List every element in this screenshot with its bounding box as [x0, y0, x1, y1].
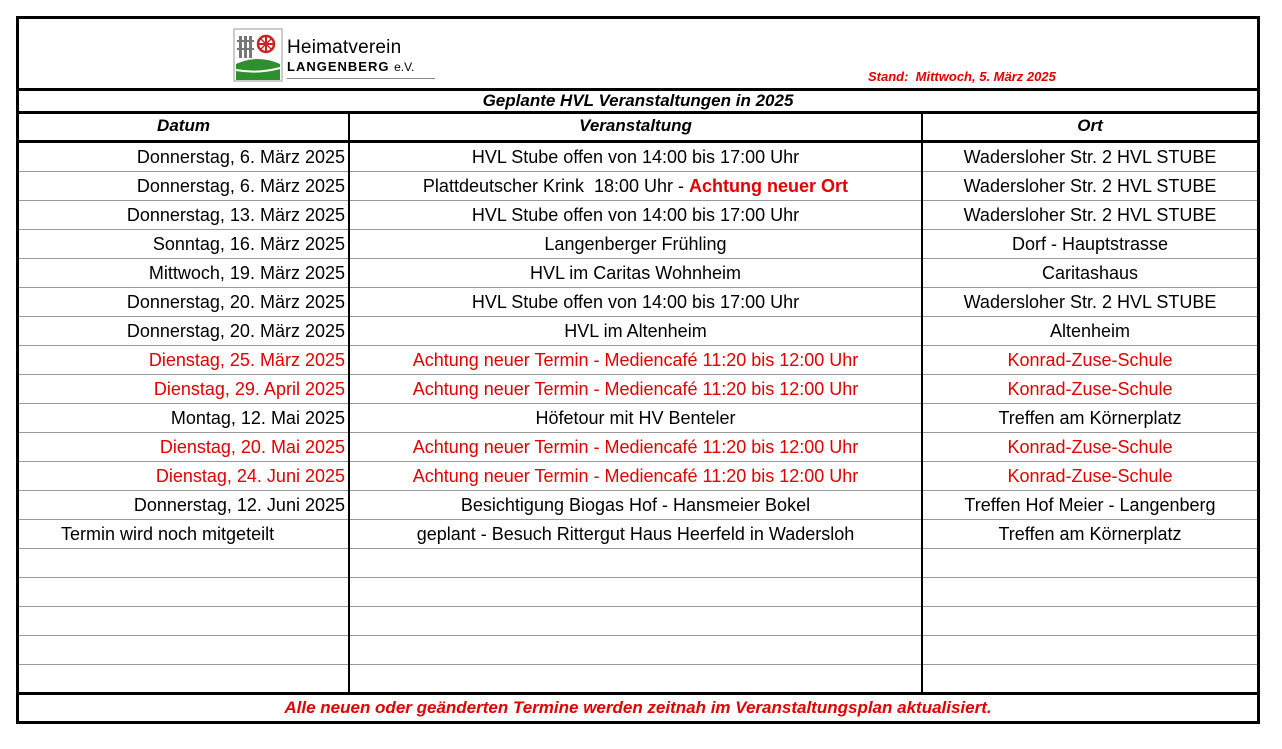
cell-veranstaltung [350, 404, 921, 432]
cell-veranstaltung-text: Achtung neuer Termin - Mediencafé 11:20 bis 12:00 Uhr [412, 437, 859, 457]
table-row [19, 520, 1257, 549]
header [19, 19, 1257, 91]
cell-datum: Donnerstag, 6. März 2025 [136, 147, 345, 167]
event-schedule-sheet [16, 16, 1260, 724]
table-row [19, 259, 1257, 288]
cell-ort: Dorf - Hauptstrasse [1011, 234, 1169, 254]
cell-veranstaltung-text: Achtung neuer Termin - Mediencafé 11:20 bis 12:00 Uhr [412, 379, 859, 399]
cell-datum: Dienstag, 24. Juni 2025 [155, 466, 345, 486]
logo-ev: e.V. [394, 60, 415, 74]
cell-veranstaltung-text: HVL im Altenheim [564, 321, 707, 341]
cell-veranstaltung [350, 259, 921, 287]
cell-veranstaltung [350, 201, 921, 229]
stand-date: Stand: Mittwoch, 5. März 2025 [868, 69, 1056, 84]
cell-datum: Donnerstag, 13. März 2025 [126, 205, 345, 225]
logo-name: Heimatverein [287, 37, 402, 58]
cell-veranstaltung [350, 288, 921, 316]
cell-veranstaltung [350, 433, 921, 461]
footer-note: Alle neuen oder geänderten Termine werden zeitnah im Veranstaltungsplan aktualisiert. [19, 692, 1257, 721]
cell-datum: Dienstag, 20. Mai 2025 [159, 437, 345, 457]
table-row [19, 172, 1257, 201]
cell-veranstaltung-text: HVL Stube offen von 14:00 bis 17:00 Uhr [471, 292, 800, 312]
table-row [19, 462, 1257, 491]
cell-veranstaltung [350, 462, 921, 490]
cell-veranstaltung [350, 143, 921, 171]
table-row [19, 578, 1257, 607]
cell-ort [923, 607, 1257, 635]
cell-ort: Konrad-Zuse-Schule [1007, 379, 1173, 399]
table-row [19, 230, 1257, 259]
table-row [19, 491, 1257, 520]
logo-underline [287, 78, 435, 79]
logo-town [287, 59, 414, 74]
cell-veranstaltung [350, 375, 921, 403]
cell-veranstaltung-text: Achtung neuer Termin - Mediencafé 11:20 bis 12:00 Uhr [412, 466, 859, 486]
cell-datum [19, 636, 345, 664]
cell-veranstaltung [350, 578, 921, 606]
cell-ort: Wadersloher Str. 2 HVL STUBE [963, 292, 1217, 312]
cell-datum: Mittwoch, 19. März 2025 [148, 263, 345, 283]
cell-ort: Treffen am Körnerplatz [998, 524, 1182, 544]
cell-veranstaltung-text: HVL Stube offen von 14:00 bis 17:00 Uhr [471, 205, 800, 225]
table-row [19, 607, 1257, 636]
column-header-ort: Ort [923, 114, 1257, 143]
cell-ort [923, 549, 1257, 577]
cell-veranstaltung-text: HVL Stube offen von 14:00 bis 17:00 Uhr [471, 147, 800, 167]
cell-ort: Wadersloher Str. 2 HVL STUBE [963, 205, 1217, 225]
cell-datum [19, 607, 345, 635]
logo-town-text: LANGENBERG [287, 59, 390, 74]
table-row [19, 288, 1257, 317]
cell-datum: Donnerstag, 20. März 2025 [126, 321, 345, 341]
column-divider [921, 114, 923, 694]
table-row [19, 375, 1257, 404]
table-row [19, 201, 1257, 230]
cell-ort: Wadersloher Str. 2 HVL STUBE [963, 147, 1217, 167]
cell-ort: Wadersloher Str. 2 HVL STUBE [963, 176, 1217, 196]
cell-veranstaltung [350, 520, 921, 548]
table-row [19, 404, 1257, 433]
heimatverein-emblem-icon [233, 28, 283, 82]
cell-ort [923, 636, 1257, 664]
cell-veranstaltung-text: Achtung neuer Termin - Mediencafé 11:20 bis 12:00 Uhr [412, 350, 859, 370]
cell-veranstaltung [350, 636, 921, 664]
cell-veranstaltung [350, 491, 921, 519]
cell-datum: Sonntag, 16. März 2025 [152, 234, 345, 254]
cell-datum: Termin wird noch mitgeteilt [61, 524, 275, 544]
table-row [19, 143, 1257, 172]
column-header-veranstaltung: Veranstaltung [350, 114, 921, 143]
table-row [19, 549, 1257, 578]
cell-veranstaltung-highlight: Achtung neuer Ort [689, 176, 849, 196]
column-divider [348, 114, 350, 694]
cell-veranstaltung [350, 346, 921, 374]
cell-ort [923, 578, 1257, 606]
cell-veranstaltung-text: Langenberger Frühling [544, 234, 727, 254]
table-row [19, 636, 1257, 665]
cell-datum [19, 578, 345, 606]
cell-datum: Montag, 12. Mai 2025 [170, 408, 345, 428]
cell-datum: Dienstag, 25. März 2025 [148, 350, 345, 370]
cell-ort: Konrad-Zuse-Schule [1007, 437, 1173, 457]
cell-veranstaltung [350, 317, 921, 345]
cell-ort: Konrad-Zuse-Schule [1007, 350, 1173, 370]
table-row [19, 433, 1257, 462]
cell-veranstaltung [350, 549, 921, 577]
cell-veranstaltung-text: Höfetour mit HV Benteler [535, 408, 736, 428]
cell-datum: Donnerstag, 6. März 2025 [136, 176, 345, 196]
cell-ort: Konrad-Zuse-Schule [1007, 466, 1173, 486]
cell-ort: Treffen Hof Meier - Langenberg [964, 495, 1216, 515]
page-title: Geplante HVL Veranstaltungen in 2025 [19, 91, 1257, 114]
cell-veranstaltung [350, 172, 921, 200]
cell-ort: Treffen am Körnerplatz [998, 408, 1182, 428]
cell-ort: Caritashaus [1041, 263, 1139, 283]
column-header-datum: Datum [19, 114, 348, 143]
cell-datum: Donnerstag, 12. Juni 2025 [133, 495, 345, 515]
cell-ort: Altenheim [1049, 321, 1131, 341]
cell-datum: Donnerstag, 20. März 2025 [126, 292, 345, 312]
cell-datum: Dienstag, 29. April 2025 [153, 379, 345, 399]
cell-veranstaltung [350, 607, 921, 635]
cell-veranstaltung-text: geplant - Besuch Rittergut Haus Heerfeld in Wadersloh [416, 524, 855, 544]
logo [233, 28, 435, 82]
cell-veranstaltung [350, 230, 921, 258]
cell-datum [19, 549, 345, 577]
table-row [19, 317, 1257, 346]
table-row [19, 346, 1257, 375]
cell-veranstaltung-text: Besichtigung Biogas Hof - Hansmeier Bokel [460, 495, 811, 515]
cell-veranstaltung-text: HVL im Caritas Wohnheim [529, 263, 742, 283]
cell-veranstaltung-text: Plattdeutscher Krink 18:00 Uhr - [422, 176, 690, 196]
